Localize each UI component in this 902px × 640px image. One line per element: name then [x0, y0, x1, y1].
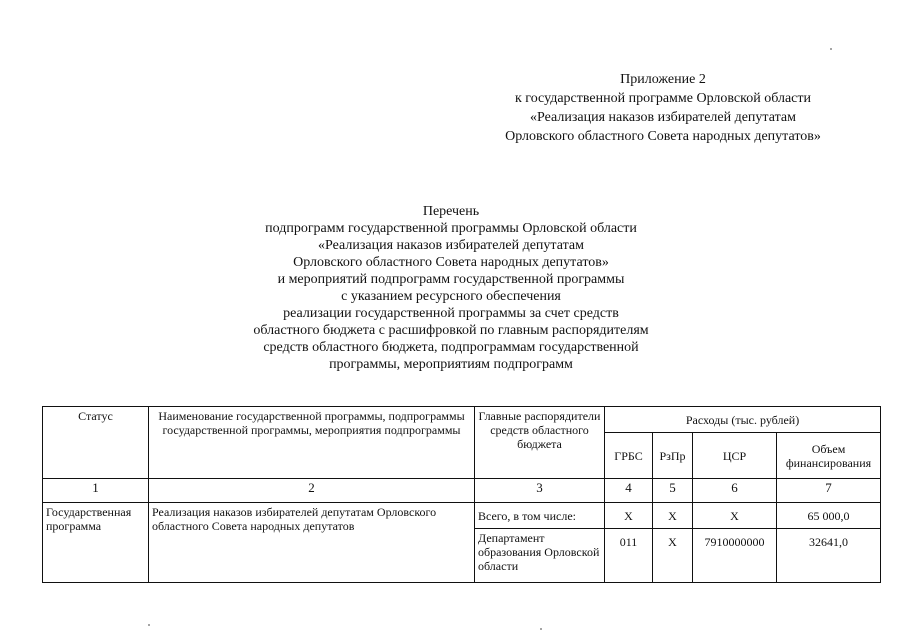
title-line: Перечень: [422, 204, 480, 219]
volume-cell: 65 000,0: [777, 503, 881, 529]
header-expenses: Расходы (тыс. рублей): [605, 407, 881, 433]
title-line: подпрограмм государственной программы Орловской области: [265, 221, 637, 236]
column-number: 7: [777, 479, 881, 503]
document-title: [0, 203, 902, 373]
appendix-line: Приложение 2: [620, 72, 706, 87]
financing-table: [42, 406, 881, 583]
header-grbs: ГРБС: [605, 433, 653, 479]
csr-cell: Х: [693, 503, 777, 529]
rzpr-cell: Х: [653, 503, 693, 529]
table-row: [43, 503, 881, 529]
grbs-cell: 011: [605, 529, 653, 583]
header-row: [43, 407, 881, 433]
volume-cell: 32641,0: [777, 529, 881, 583]
title-line: и мероприятий подпрограмм государственной программы: [277, 272, 625, 287]
header-rzpr: РзПр: [653, 433, 693, 479]
column-number-row: [43, 479, 881, 503]
manager-cell: Департамент образования Орловской области: [475, 529, 605, 583]
header-csr: ЦСР: [693, 433, 777, 479]
appendix-line: к государственной программе Орловской области: [515, 91, 811, 106]
column-number: 5: [653, 479, 693, 503]
title-line: средств областного бюджета, подпрограммам государственной: [263, 340, 639, 355]
scan-speck: [148, 624, 150, 626]
header-name: Наименование государственной программы, подпрограммы государственной программы, мероприятия подпрограммы: [149, 407, 475, 479]
scan-speck: [830, 48, 832, 50]
column-number: 6: [693, 479, 777, 503]
title-line: программы, мероприятиям подпрограмм: [329, 357, 573, 372]
appendix-line: «Реализация наказов избирателей депутатам: [530, 110, 796, 125]
column-number: 4: [605, 479, 653, 503]
appendix-line: Орловского областного Совета народных депутатов»: [505, 129, 821, 144]
column-number: 1: [43, 479, 149, 503]
header-status: Статус: [43, 407, 149, 479]
title-line: областного бюджета с расшифровкой по главным распорядителям: [253, 323, 649, 338]
manager-cell: Всего, в том числе:: [475, 503, 605, 529]
program-name: Реализация наказов избирателей депутатам Орловского областного Совета народных депутатов: [149, 503, 475, 583]
column-number: 2: [149, 479, 475, 503]
grbs-cell: Х: [605, 503, 653, 529]
title-line: Орловского областного Совета народных депутатов»: [293, 255, 609, 270]
title-line: с указанием ресурсного обеспечения: [341, 289, 561, 304]
title-line: «Реализация наказов избирателей депутатам: [318, 238, 584, 253]
program-status: Государственная программа: [43, 503, 149, 583]
title-line: реализации государственной программы за счет средств: [283, 306, 619, 321]
header-managers: Главные распорядители средств областного бюджета: [475, 407, 605, 479]
column-number: 3: [475, 479, 605, 503]
csr-cell: 7910000000: [693, 529, 777, 583]
scan-speck: [540, 628, 542, 630]
header-volume: Объем финансирования: [777, 433, 881, 479]
appendix-header: [470, 70, 856, 146]
rzpr-cell: Х: [653, 529, 693, 583]
